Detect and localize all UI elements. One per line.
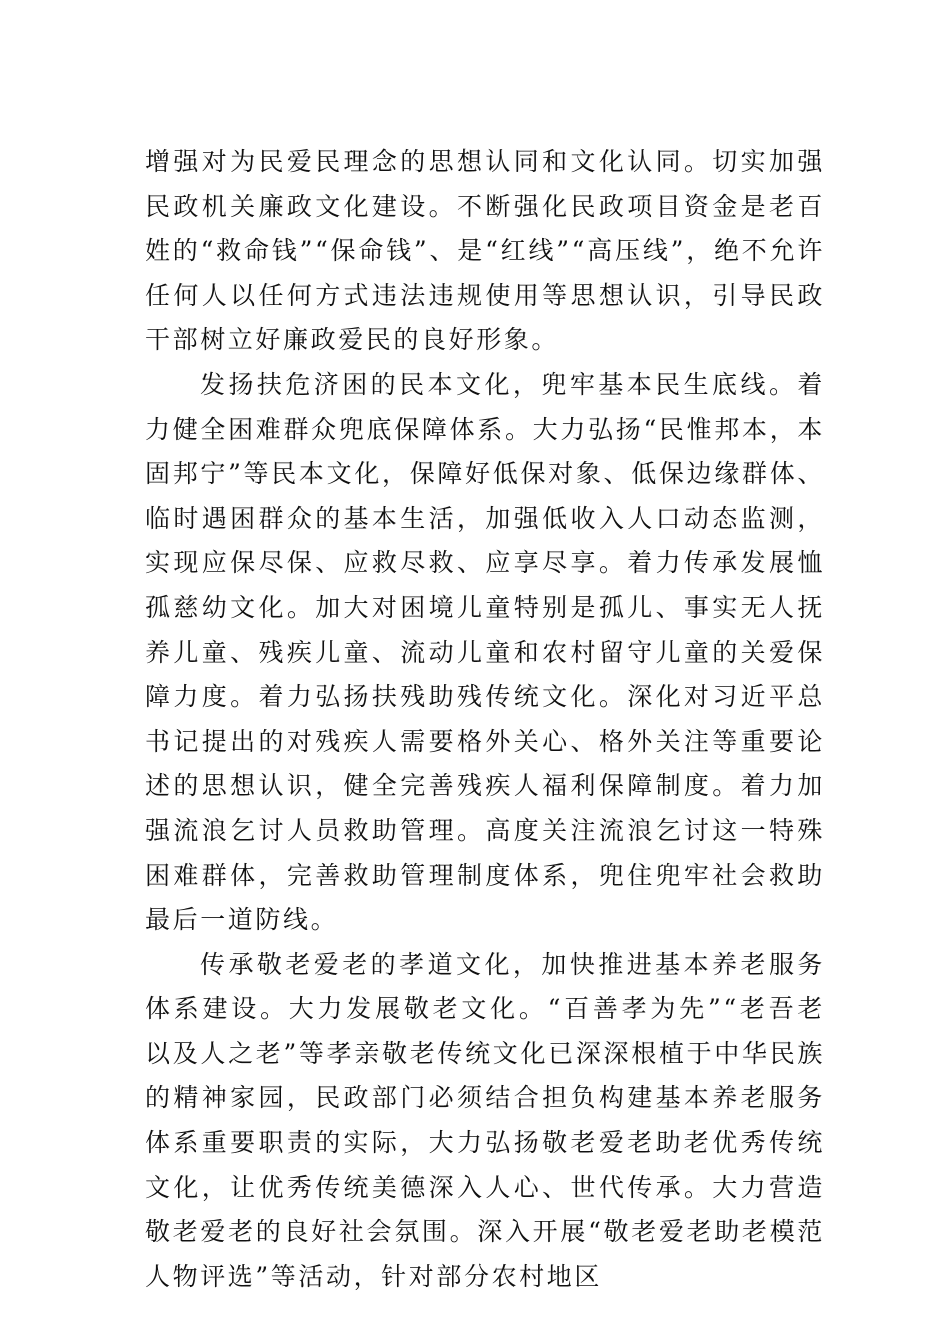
paragraph-xiaodao-culture: 传承敬老爱老的孝道文化，加快推进基本养老服务体系建设。大力发展敬老文化。“百善孝为先”“老吾老以及人之老”等孝亲敬老传统文化已深深根植于中华民族的精神家园，民政部门必须结合担负构建基本养老服务体系重要职责的实际，大力弘扬敬老爱老助老优秀传统文化，让优秀传统美德深入人心、世代传承。大力营造敬老爱老的良好社会氛围。深入开展“敬老爱老助老模范人物评选”等活动，针对部分农村地区 [145, 949, 825, 1291]
paragraph-continuation: 增强对为民爱民理念的思想认同和文化认同。切实加强民政机关廉政文化建设。不断强化民政项目资金是老百姓的“救命钱”“保命钱”、是“红线”“高压线”，绝不允许任何人以任何方式违法违规使用等思想认识，引导民政干部树立好廉政爱民的良好形象。 [145, 147, 825, 355]
paragraph-minben-culture: 发扬扶危济困的民本文化，兜牢基本民生底线。着力健全困难群众兜底保障体系。大力弘扬“民惟邦本，本固邦宁”等民本文化，保障好低保对象、低保边缘群体、临时遇困群众的基本生活，加强低收入人口动态监测，实现应保尽保、应救尽救、应享尽享。着力传承发展恤孤慈幼文化。加大对困境儿童特别是孤儿、事实无人抚养儿童、残疾儿童、流动儿童和农村留守儿童的关爱保障力度。着力弘扬扶残助残传统文化。深化对习近平总书记提出的对残疾人需要格外关心、格外关注等重要论述的思想认识，健全完善残疾人福利保障制度。着力加强流浪乞讨人员救助管理。高度关注流浪乞讨这一特殊困难群体，完善救助管理制度体系，兜住兜牢社会救助最后一道防线。 [145, 369, 825, 935]
document-body [145, 140, 825, 1299]
